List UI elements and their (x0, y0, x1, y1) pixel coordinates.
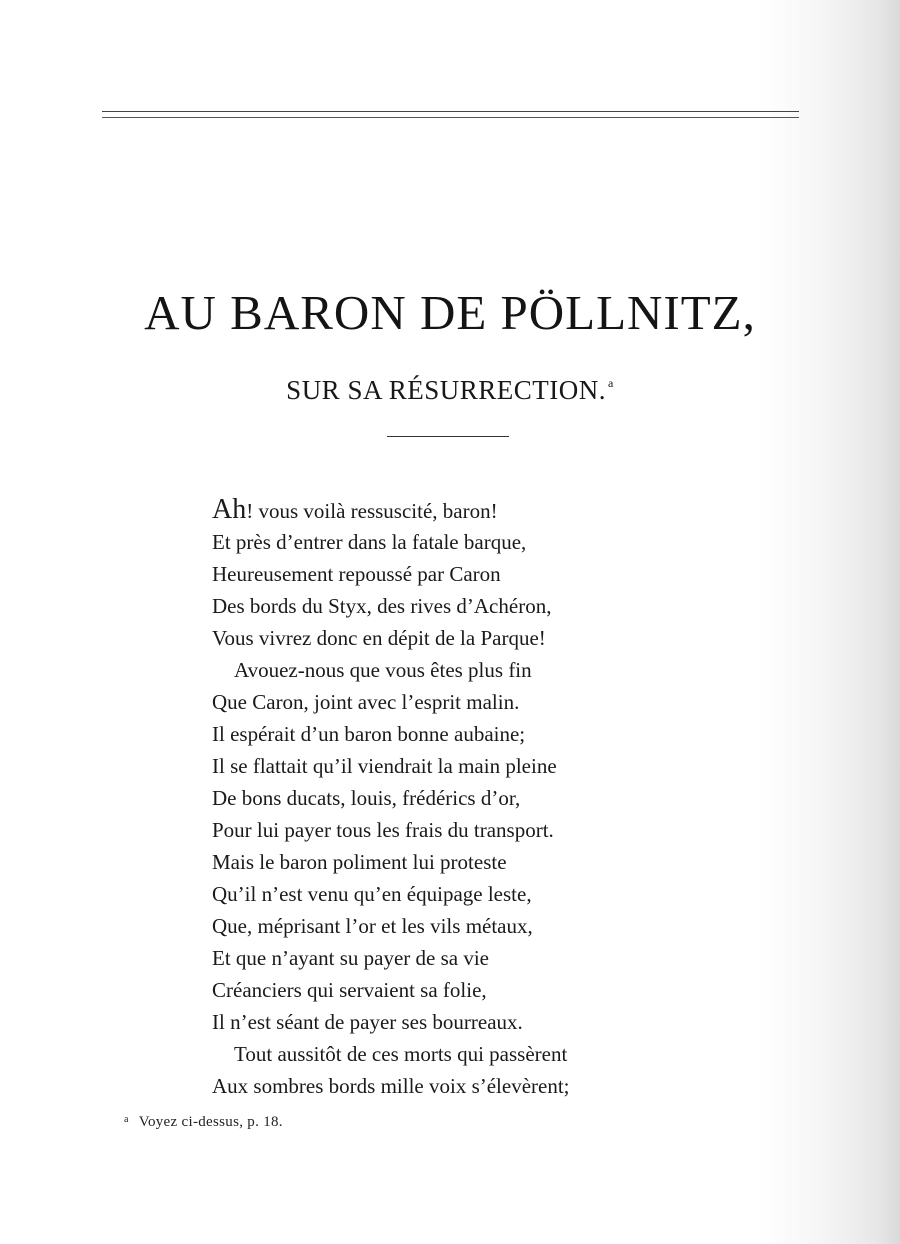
verse-line: Avouez-nous que vous êtes plus fin (234, 658, 532, 682)
verse-line: Qu’il n’est venu qu’en équipage leste, (212, 882, 532, 906)
opening-letters: Ah (212, 494, 247, 525)
poem-title: AU BARON DE PÖLLNITZ, (144, 285, 756, 340)
verse-line: Il n’est séant de payer ses bourreaux. (212, 1010, 523, 1034)
footnote-reference-mark: a (608, 376, 614, 390)
verse-line: Et près d’entrer dans la fatale barque, (212, 530, 527, 554)
footnote-mark: a (124, 1114, 129, 1125)
verse-line: Créanciers qui servaient sa folie, (212, 978, 487, 1002)
header-rule (102, 111, 799, 112)
footnote-text: Voyez ci-dessus, p. 18. (138, 1114, 283, 1130)
verse-line: Et que n’ayant su payer de sa vie (212, 946, 489, 970)
verse-line: Mais le baron poliment lui proteste (212, 850, 507, 874)
verse-line-1-text: ! vous voilà ressuscité, baron! (246, 499, 498, 523)
poem-body (212, 494, 732, 1102)
title-separator-rule (387, 436, 509, 437)
verse-line: Il se flattait qu’il viendrait la main pleine (212, 754, 557, 778)
verse-line: Pour lui payer tous les frais du transport. (212, 818, 554, 842)
verse-line-1 (212, 494, 732, 526)
verse-line: De bons ducats, louis, frédérics d’or, (212, 786, 521, 810)
verse-line: Vous vivrez donc en dépit de la Parque! (212, 626, 546, 650)
verse-line: Heureusement repoussé par Caron (212, 562, 501, 586)
poem-subtitle-text: SUR SA RÉSURRECTION. (286, 375, 606, 405)
verse-line: Tout aussitôt de ces morts qui passèrent (234, 1042, 568, 1066)
verse-line: Des bords du Styx, des rives d’Achéron, (212, 594, 552, 618)
poem-subtitle (0, 366, 900, 407)
header-rule-secondary (102, 117, 799, 118)
verse-line: Aux sombres bords mille voix s’élevèrent; (212, 1074, 570, 1098)
verse-line: Que, méprisant l’or et les vils métaux, (212, 914, 533, 938)
verse-line: Que Caron, joint avec l’esprit malin. (212, 690, 520, 714)
footnote (124, 1110, 283, 1132)
verse-line: Il espérait d’un baron bonne aubaine; (212, 722, 526, 746)
